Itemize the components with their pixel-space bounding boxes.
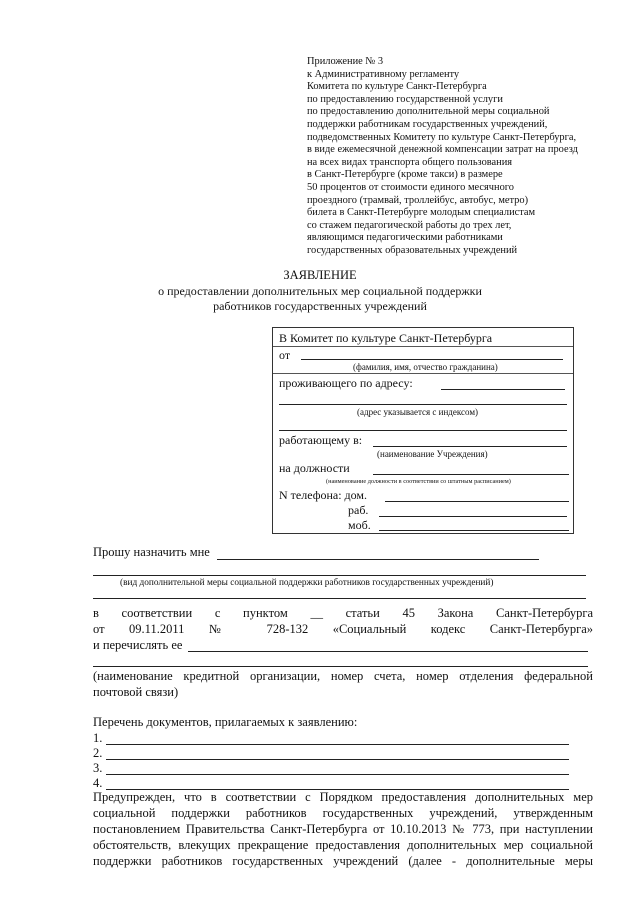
- header-line: в виде ежемесячной денежной компенсации затрат на проезд: [307, 144, 578, 156]
- position-caption: (наименование должности в соответствии со штатным расписанием): [326, 478, 511, 485]
- transfer-label: и перечислять ее: [93, 638, 183, 652]
- bank-caption-1: (наименование кредитной организации, номер счета, номер отделения федеральной: [93, 669, 593, 683]
- law-word: 728-132: [266, 622, 309, 636]
- warning-line: обстоятельств, влекущих прекращение предоставления дополнительных мер социальной: [93, 838, 593, 852]
- warning-line: Предупрежден, что в соответствии с Порядком предоставления дополнительных мер: [93, 790, 593, 804]
- header-line: проездного (трамвай, троллейбус, автобус, метро): [307, 194, 529, 206]
- header-line: являющимся педагогическими работниками: [307, 232, 503, 244]
- appendix-header: [307, 56, 578, 258]
- position-label: на должности: [279, 461, 350, 475]
- addressee: В Комитет по культуре Санкт-Петербурга: [279, 331, 493, 345]
- work-label: работающему в:: [279, 433, 363, 447]
- law-word: Санкт-Петербурга: [496, 606, 594, 620]
- law-word: №: [208, 622, 243, 636]
- phone-home-field[interactable]: [385, 501, 569, 502]
- document-subtitle-2: работников государственных учреждений: [213, 299, 427, 313]
- law-line-2: [93, 622, 593, 637]
- from-field[interactable]: [301, 359, 563, 360]
- work-caption: (наименование Учреждения): [377, 449, 488, 459]
- warning-line: поддержки работников государственных учреждений (далее - дополнительные меры: [93, 854, 593, 868]
- address-field-3[interactable]: [279, 430, 567, 431]
- law-word: Закона: [437, 606, 474, 620]
- transfer-field[interactable]: [188, 651, 588, 652]
- law-word: Санкт-Петербурга»: [489, 622, 594, 636]
- header-line: по предоставлению дополнительной меры социальной: [307, 106, 550, 118]
- warning-line: социальной поддержки работников государственных учреждений, утвержденным: [93, 806, 593, 820]
- law-word: с: [214, 606, 221, 620]
- header-line: билета в Санкт-Петербурге молодым специалистам: [307, 207, 536, 219]
- request-field-3[interactable]: [93, 598, 586, 599]
- document-title: ЗАЯВЛЕНИЕ: [283, 268, 357, 282]
- law-word: соответствии: [121, 606, 193, 620]
- docs-heading: Перечень документов, прилагаемых к заявлению:: [93, 715, 358, 729]
- position-field[interactable]: [373, 474, 569, 475]
- header-line: поддержки работникам государственных учреждений,: [307, 118, 548, 130]
- law-word: от: [93, 622, 105, 636]
- phone-mobile-label: моб.: [348, 518, 371, 532]
- work-field[interactable]: [373, 446, 567, 447]
- transfer-field-2[interactable]: [93, 666, 588, 667]
- law-word: кодекс: [430, 622, 466, 636]
- header-line: на всех видах транспорта общего пользования: [307, 156, 513, 168]
- header-line: государственных образовательных учреждений: [307, 244, 518, 256]
- address-label: проживающего по адресу:: [279, 376, 413, 390]
- header-line: Приложение № 3: [307, 56, 384, 67]
- law-word: 09.11.2011: [129, 622, 185, 636]
- address-field-2[interactable]: [279, 404, 567, 405]
- addressee-box: [272, 327, 574, 534]
- header-line: со стажем педагогической работы до трех лет,: [307, 219, 512, 231]
- request-field[interactable]: [217, 559, 539, 560]
- header-line: подведомственных Комитету по культуре Санкт-Петербурга,: [307, 131, 577, 143]
- doc-item-number: 2.: [93, 746, 103, 760]
- phone-work-label: раб.: [348, 503, 369, 517]
- header-line: 50 процентов от стоимости единого месячного: [307, 181, 514, 193]
- doc-item-number: 3.: [93, 761, 103, 775]
- header-line: в Санкт-Петербурге (кроме такси) в размере: [307, 169, 503, 181]
- header-line: Комитета по культуре Санкт-Петербурга: [307, 81, 487, 93]
- address-caption: (адрес указывается с индексом): [357, 407, 479, 417]
- law-word: «Социальный: [332, 622, 407, 636]
- phone-home-label: N телефона: дом.: [279, 488, 368, 502]
- law-word: пунктом: [243, 606, 288, 620]
- law-word: статьи: [345, 606, 380, 620]
- phone-mobile-field[interactable]: [379, 530, 569, 531]
- document-subtitle-1: о предоставлении дополнительных мер социальной поддержки: [158, 284, 482, 298]
- doc-item-number: 4.: [93, 776, 103, 790]
- bank-caption-2: почтовой связи): [93, 685, 179, 699]
- doc-item-field[interactable]: [106, 774, 569, 775]
- request-label: Прошу назначить мне: [93, 545, 210, 559]
- law-word: __: [310, 606, 323, 620]
- doc-item-field[interactable]: [106, 744, 569, 745]
- header-line: к Административному регламенту: [307, 68, 460, 80]
- law-word: в: [93, 606, 99, 620]
- address-field[interactable]: [441, 389, 565, 390]
- law-word: 45: [402, 606, 415, 620]
- from-caption: (фамилия, имя, отчество гражданина): [353, 362, 498, 372]
- warning-line: постановлением Правительства Санкт-Петербурга от 10.10.2013 № 773, при наступлении: [93, 822, 593, 836]
- request-field-2[interactable]: [93, 575, 586, 576]
- phone-work-field[interactable]: [379, 516, 567, 517]
- law-line-1: [93, 606, 593, 621]
- doc-item-number: 1.: [93, 731, 103, 745]
- doc-item-field[interactable]: [106, 759, 569, 760]
- from-label: от: [279, 348, 291, 362]
- header-line: по предоставлению государственной услуги: [307, 93, 503, 105]
- request-caption: (вид дополнительной меры социальной поддержки работников государственных учреждений): [120, 578, 494, 588]
